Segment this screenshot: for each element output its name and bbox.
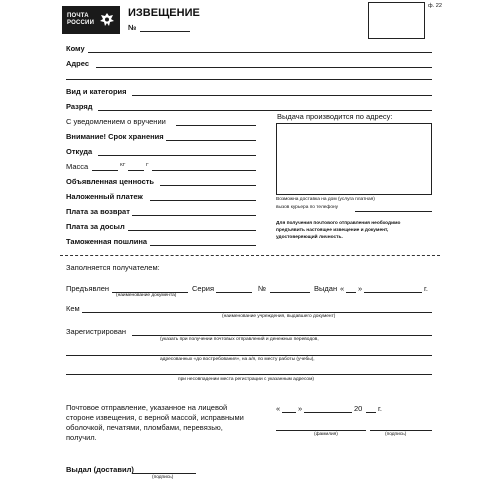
issued-quote-close: »	[358, 284, 363, 293]
note-line3: удостоверяющий личность.	[276, 235, 343, 240]
receipt-surname-field[interactable]	[276, 430, 366, 431]
issued-by-label: Выдал (доставил)	[66, 465, 134, 474]
receipt-quote-open: «	[276, 404, 281, 413]
type-category-field[interactable]	[132, 95, 432, 96]
logo-line2: РОССИИ	[67, 20, 95, 26]
doc-number-label: №	[258, 284, 267, 293]
notice-number-label: №	[128, 23, 137, 32]
issued-by-signature-field[interactable]	[132, 473, 196, 474]
form-code: ф. 22	[428, 3, 442, 9]
issued-month-field[interactable]	[364, 292, 422, 293]
postmark-box	[368, 2, 425, 39]
receipt-year-prefix: 20	[354, 404, 363, 413]
return-fee-label: Плата за возврат	[66, 207, 130, 216]
issued-by-signature-caption: (подпись)	[152, 475, 174, 480]
receipt-quote-close: »	[298, 404, 303, 413]
customs-label: Таможенная пошлина	[66, 237, 148, 246]
russian-post-logo	[62, 6, 120, 34]
forward-fee-label: Плата за досыл	[66, 222, 125, 231]
return-fee-field[interactable]	[132, 215, 256, 216]
mass-g-field[interactable]	[128, 170, 144, 171]
notice-number-line[interactable]	[140, 31, 190, 32]
pickup-address-heading: Выдача производится по адресу:	[277, 112, 393, 121]
declared-value-field[interactable]	[160, 185, 256, 186]
registered-field[interactable]	[132, 335, 432, 336]
receipt-text-line3: оболочкой, печатями, пломбами, перевязью,	[66, 423, 223, 432]
mass-extra-field[interactable]	[152, 170, 256, 171]
storage-label: Внимание! Срок хранения	[66, 132, 164, 141]
delivery-notice-field[interactable]	[176, 125, 256, 126]
by-whom-label: Кем	[66, 304, 80, 313]
registered-caption2: адресованных «до востребования», на а/я, по месту работы (учебы),	[160, 357, 315, 362]
kg-unit: КГ	[120, 163, 126, 168]
receipt-year-field[interactable]	[366, 412, 376, 413]
address-field-2[interactable]	[66, 79, 432, 80]
forward-fee-field[interactable]	[128, 230, 256, 231]
cod-label: Наложенный платеж	[66, 192, 143, 201]
receipt-text-line1: Почтовое отправление, указанное на лицевой	[66, 403, 228, 412]
class-field[interactable]	[98, 110, 432, 111]
address-label: Адрес	[66, 59, 90, 68]
home-delivery-line2: вызов курьера по телефону	[276, 205, 339, 210]
declared-value-label: Объявленная ценность	[66, 177, 155, 186]
registered-field-2[interactable]	[66, 355, 432, 356]
mass-label: Масса	[66, 162, 89, 171]
mass-kg-field[interactable]	[92, 170, 118, 171]
from-label: Откуда	[66, 147, 93, 156]
type-category-label: Вид и категория	[66, 87, 127, 96]
registered-caption1: (указать при получении почтовых отправлений и денежных переводов,	[160, 337, 319, 342]
series-label: Серия	[192, 284, 215, 293]
receipt-year-suffix: г.	[378, 404, 382, 413]
customs-field[interactable]	[150, 245, 256, 246]
receipt-text-line2: стороне извещения, с верной массой, исправными	[66, 413, 244, 422]
series-field[interactable]	[216, 292, 252, 293]
registered-field-3[interactable]	[66, 374, 432, 375]
address-field[interactable]	[96, 67, 432, 68]
courier-phone-field[interactable]	[355, 211, 432, 212]
issued-year-suffix: г.	[424, 284, 428, 293]
logo-line1: ПОЧТА	[67, 13, 89, 20]
to-field[interactable]	[88, 52, 432, 53]
receipt-signature-caption: (подпись)	[385, 432, 407, 437]
g-unit: Г	[146, 163, 149, 168]
pickup-address-box	[276, 123, 432, 195]
document-name-caption: (наименование документа)	[116, 293, 177, 298]
issued-quote-open: «	[340, 284, 345, 293]
issued-day-field[interactable]	[346, 292, 356, 293]
home-delivery-line1: Возможна доставка на дом (услуга платная)	[276, 197, 375, 202]
from-field[interactable]	[98, 155, 256, 156]
doc-number-field[interactable]	[270, 292, 310, 293]
receipt-month-field[interactable]	[304, 412, 352, 413]
issued-label: Выдан	[314, 284, 338, 293]
by-whom-field[interactable]	[82, 312, 432, 313]
receipt-signature-field[interactable]	[370, 430, 432, 431]
class-label: Разряд	[66, 102, 93, 111]
note-line2: предъявить настоящее извещение и документ,	[276, 228, 389, 233]
cod-field[interactable]	[150, 200, 256, 201]
to-label: Кому	[66, 44, 85, 53]
receipt-text-line4: получил.	[66, 433, 97, 442]
registered-caption3: при несовпадении места регистрации с указанным адресом)	[178, 377, 314, 382]
notice-title: ИЗВЕЩЕНИЕ	[128, 7, 200, 19]
storage-field[interactable]	[166, 140, 256, 141]
presented-label: Предъявлен	[66, 284, 110, 293]
note-line1: Для получения почтового отправления необходимо	[276, 221, 401, 226]
eagle-emblem-icon	[98, 11, 116, 29]
surname-caption: (фамилия)	[314, 432, 338, 437]
institution-caption: (наименование учреждения, выдавшего документ)	[222, 314, 336, 319]
cut-line	[60, 255, 440, 256]
delivery-notice-label: С уведомлением о вручении	[66, 117, 166, 126]
registered-label: Зарегистрирован	[66, 327, 127, 336]
receipt-day-field[interactable]	[282, 412, 296, 413]
filled-by-recipient-heading: Заполняется получателем:	[66, 263, 160, 272]
